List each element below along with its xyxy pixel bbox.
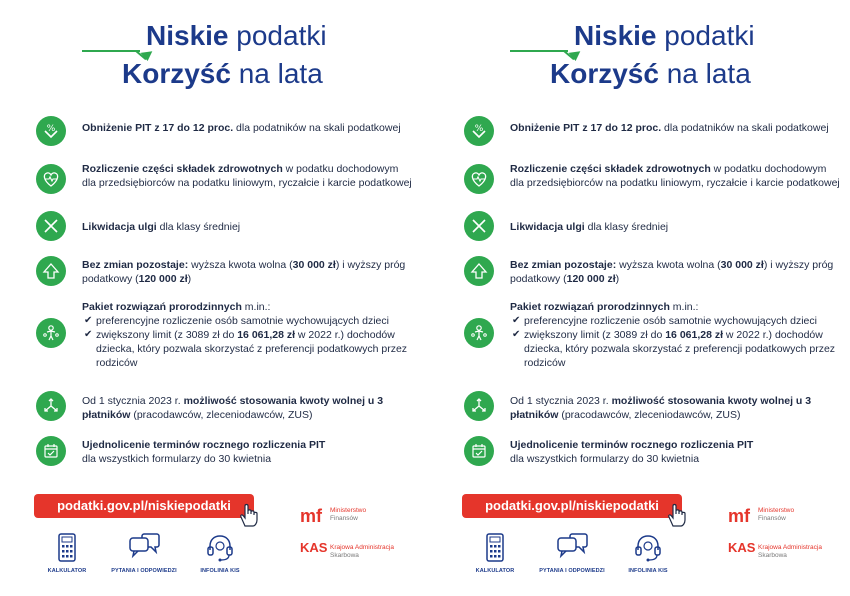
svg-text:%: % xyxy=(46,124,56,134)
arrows-split-icon xyxy=(464,391,494,421)
hotline-tool[interactable] xyxy=(175,532,265,574)
arrow-up-icon xyxy=(464,256,494,286)
arrow-decoration xyxy=(510,50,568,52)
percent-down-icon xyxy=(464,116,494,146)
title-line-2: Korzyść na lata xyxy=(550,58,751,89)
family-icon xyxy=(36,318,66,348)
tool-label: KALKULATOR xyxy=(475,568,515,574)
calculator-icon xyxy=(477,532,513,564)
headset-icon xyxy=(630,532,666,564)
title-block xyxy=(0,14,425,94)
chat-bubbles-icon xyxy=(554,532,590,564)
title-line-1: Niskie podatki xyxy=(146,20,327,51)
calendar-check-icon xyxy=(464,436,494,466)
calculator-icon xyxy=(49,532,85,564)
tool-label: PYTANIA I ODPOWIEDZI xyxy=(111,568,177,574)
arrow-up-icon xyxy=(36,256,66,286)
calendar-check-icon xyxy=(36,436,66,466)
cross-icon xyxy=(464,211,494,241)
tool-label: PYTANIA I ODPOWIEDZI xyxy=(539,568,605,574)
pointer-hand-icon xyxy=(236,502,264,528)
percent-down-icon xyxy=(36,116,66,146)
title-line-2: Korzyść na lata xyxy=(122,58,323,89)
bullet-item: ✔ zwiększony limit (z 3089 zł do 16 061,28 zł w 2022 r.) dochodów dziecka, który pozwala skorzystać z preferencji podatkowych przez rodziców xyxy=(84,329,408,369)
tool-label: INFOLINIA KIS xyxy=(628,568,668,574)
check-icon: ✔ xyxy=(512,329,521,340)
title-line-1: Niskie podatki xyxy=(574,20,755,51)
bullet-item: ✔ preferencyjne rozliczenie osób samotnie wychowujących dzieci xyxy=(84,315,389,327)
bullet-item: ✔ preferencyjne rozliczenie osób samotnie wychowujących dzieci xyxy=(512,315,817,327)
kas-logo: KAS Krajowa Administracja Skarbowa xyxy=(728,540,822,559)
leaflet-left: Niskie podatki Korzyść na lata % Obniżenie PIT z 17 do 12 proc. dla podatników na skali podatkowej Rozliczenie części składek zdrowotnych w podatku dochodowym dla przedsiębiorców na podatku liniowym, ryczałcie i karcie podatkowej Likwidacja ulgi dla klasy średniej Bez zmian pozostaje: wyższa kwota wolna (30 000 zł) i wyższy próg podatkowy (120 000 zł) Pakiet rozwiązań prorodzinnych m.in.: ✔ preferencyjne rozliczenie osób samotnie wychowujących dzieci ✔ zwiększony limit (z 3089 zł do 16 061,28 zł w 2022 r.) dochodów dziecka, który pozwala skorzystać z preferencji podatkowych przez rodziców Od 1 stycznia 2023 r. możliwość stosowania kwoty wolnej u 3 płatników (pracodawców, zleceniodawców, ZUS) Ujednolicenie terminów rocznego rozliczenia PIT dla wszystkich formularzy do 30 kwietnia podatki.gov.pl/niskiepodatki KALKULATOR PYTANIA I ODPOWIEDZI INFOLINIA KIS mf Ministerstwo Finansów KAS Krajowa Administracja Skarbowa xyxy=(0,0,425,596)
tool-label: INFOLINIA KIS xyxy=(200,568,240,574)
cross-icon xyxy=(36,211,66,241)
website-link-button[interactable]: podatki.gov.pl/niskiepodatki xyxy=(34,494,254,518)
svg-text:%: % xyxy=(474,124,484,134)
website-link-button[interactable]: podatki.gov.pl/niskiepodatki xyxy=(462,494,682,518)
heart-pulse-icon xyxy=(36,164,66,194)
family-icon xyxy=(464,318,494,348)
arrows-split-icon xyxy=(36,391,66,421)
check-icon: ✔ xyxy=(84,329,93,340)
tool-label: KALKULATOR xyxy=(47,568,87,574)
heart-pulse-icon xyxy=(464,164,494,194)
bullet-item: ✔ zwiększony limit (z 3089 zł do 16 061,28 zł w 2022 r.) dochodów dziecka, który pozwala skorzystać z preferencji podatkowych przez rodziców xyxy=(512,329,836,369)
check-icon: ✔ xyxy=(84,315,93,326)
check-icon: ✔ xyxy=(512,315,521,326)
leaflet-right: Niskie podatki Korzyść na lata % Obniżenie PIT z 17 do 12 proc. dla podatników na skali podatkowej Rozliczenie części składek zdrowotnych w podatku dochodowym dla przedsiębiorców na podatku liniowym, ryczałcie i karcie podatkowej Likwidacja ulgi dla klasy średniej Bez zmian pozostaje: wyższa kwota wolna (30 000 zł) i wyższy próg podatkowy (120 000 zł) Pakiet rozwiązań prorodzinnych m.in.: ✔ preferencyjne rozliczenie osób samotnie wychowujących dzieci ✔ zwiększony limit (z 3089 zł do 16 061,28 zł w 2022 r.) dochodów dziecka, który pozwala skorzystać z preferencji podatkowych przez rodziców Od 1 stycznia 2023 r. możliwość stosowania kwoty wolnej u 3 płatników (pracodawców, zleceniodawców, ZUS) Ujednolicenie terminów rocznego rozliczenia PIT dla wszystkich formularzy do 30 kwietnia podatki.gov.pl/niskiepodatki KALKULATOR PYTANIA I ODPOWIEDZI INFOLINIA KIS mf Ministerstwo Finansów KAS Krajowa Administracja Skarbowa xyxy=(428,0,850,596)
headset-icon xyxy=(202,532,238,564)
ministry-of-finance-logo: mf Ministerstwo Finansów xyxy=(728,506,795,526)
arrow-decoration xyxy=(82,50,140,52)
title-block xyxy=(428,14,850,94)
hotline-tool[interactable] xyxy=(603,532,693,574)
ministry-of-finance-logo: mf Ministerstwo Finansów xyxy=(300,506,367,526)
chat-bubbles-icon xyxy=(126,532,162,564)
kas-logo: KAS Krajowa Administracja Skarbowa xyxy=(300,540,394,559)
pointer-hand-icon xyxy=(664,502,692,528)
